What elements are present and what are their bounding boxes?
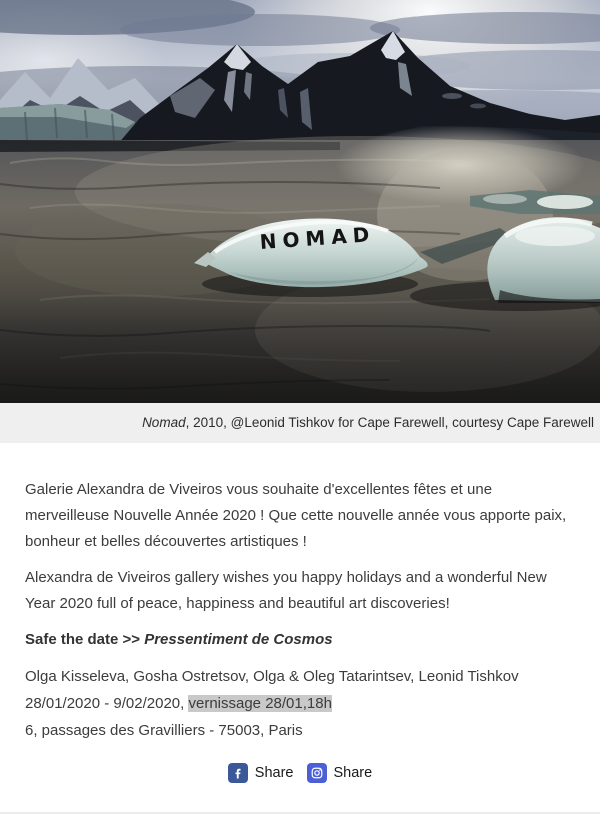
photo-caption (0, 403, 600, 443)
exhibition-info (25, 663, 575, 744)
save-the-date-line (25, 627, 575, 653)
caption-credit: , 2010, @Leonid Tishkov for Cape Farewell, courtesy Cape Farewell (185, 415, 594, 430)
date-range: 28/01/2020 - 9/02/2020, (25, 695, 189, 712)
instagram-share-label: Share (333, 765, 373, 781)
hero-photo (0, 0, 600, 403)
save-the-date-prefix: Safe the date >> (25, 631, 145, 648)
facebook-share-button[interactable] (228, 760, 294, 786)
dates-line (25, 690, 575, 717)
exhibition-title: Pressentiment de Cosmos (144, 631, 333, 648)
instagram-share-button[interactable] (307, 760, 373, 786)
greeting-paragraph-en: Alexandra de Viveiros gallery wishes you happy holidays and a wonderful New Year 2020 full of peace, happiness and beautiful art discoveries! (25, 569, 547, 612)
caption-work-title: Nomad (142, 415, 186, 430)
instagram-icon (307, 763, 327, 783)
nomad-inscription: NOMAD (258, 222, 377, 255)
address-line: 6, passages des Gravilliers - 75003, Paris (25, 722, 303, 739)
facebook-icon (228, 763, 248, 783)
newsletter-body (0, 443, 600, 812)
vernissage-highlight: vernissage 28/01,18h (188, 695, 332, 712)
share-row (25, 744, 575, 812)
artists-line: Olga Kisseleva, Gosha Ostretsov, Olga & Oleg Tatarintsev, Leonid Tishkov (25, 668, 519, 685)
greeting-paragraph-fr: Galerie Alexandra de Viveiros vous souhaite d'excellentes fêtes et une merveilleuse Nouvelle Année 2020 ! Que cette nouvelle année vous apporte paix, bonheur et belles découvertes artistiques ! (25, 481, 567, 550)
facebook-share-label: Share (254, 765, 294, 781)
